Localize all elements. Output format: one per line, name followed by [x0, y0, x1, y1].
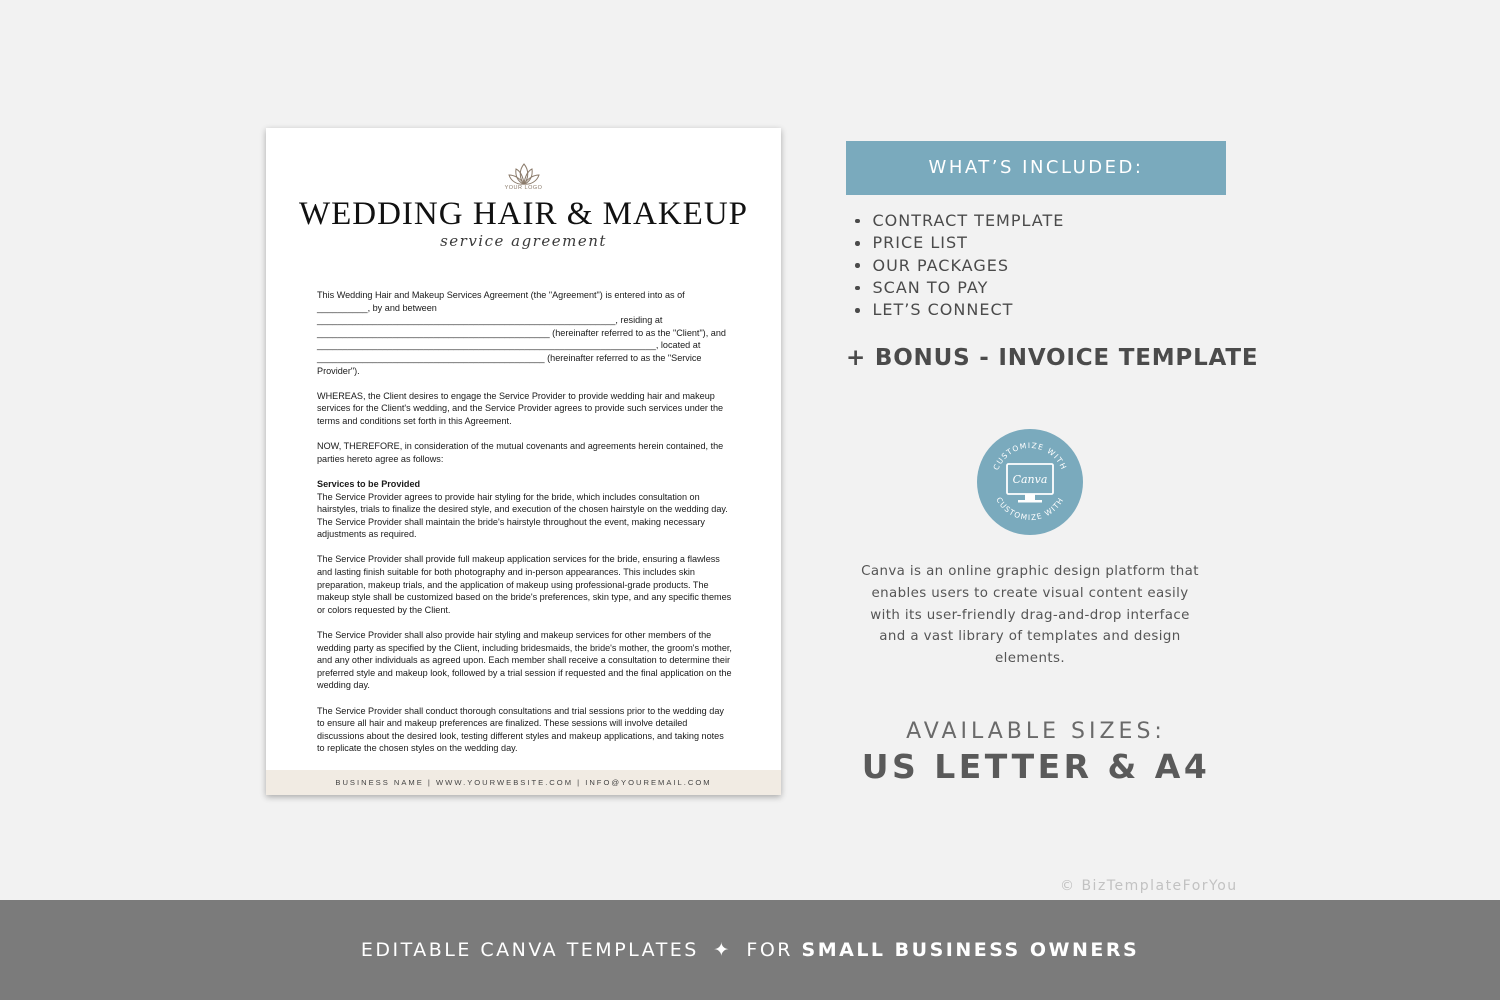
bullet-icon [855, 219, 860, 224]
banner-text-part2: FOR [746, 939, 793, 961]
list-item [855, 255, 1064, 277]
copyright-text: © BizTemplateForYou [1060, 878, 1238, 894]
list-item [855, 210, 1064, 232]
paragraph: The Service Provider agrees to provide hair styling for the bride, which includes consultation on hairstyles, trials to finalize the desired style, and execution of the chosen hairstyle on the wedding day. The Service Provider shall maintain the bride's hairstyle throughout the event, making necessary adjustments as required. [317, 491, 728, 540]
section-heading: Services to be Provided [317, 478, 421, 489]
list-item-label: OUR PACKAGES [872, 255, 1010, 275]
list-item-label: LET’S CONNECT [872, 300, 1014, 320]
list-item [855, 277, 1064, 299]
paragraph: NOW, THEREFORE, in consideration of the mutual covenants and agreements herein contained, the parties hereto agree as follows: [317, 441, 724, 464]
paragraph: This Wedding Hair and Makeup Services Agreement (the "Agreement") is entered into as of __________, by and between ___________________________________________________________, residing at ______________________________________________ (hereinafter referred to as the "Client"), and ___________________________________________________________________, located at _____________________________________________ (hereinafter referred to as the "Service Provider"). [317, 290, 726, 376]
sizes-value: US LETTER & A4 [861, 747, 1211, 786]
included-list [855, 210, 1064, 321]
canva-logo-text: Canva [1012, 473, 1048, 486]
document-body [317, 289, 733, 768]
paragraph: The Service Provider shall conduct thorough consultations and trial sessions prior to the wedding day to ensure all hair and makeup preferences are finalized. These sessions will involve detailed discussions about the desired look, testing different styles and makeup applications, and taking notes to replicate the chosen styles on the wedding day. [317, 705, 724, 754]
list-item-label: SCAN TO PAY [872, 277, 989, 297]
document-footer: BUSINESS NAME | WWW.YOURWEBSITE.COM | INFO@YOUREMAIL.COM [266, 770, 781, 795]
sparkle-icon: ✦ [713, 939, 732, 961]
list-item-label: PRICE LIST [872, 233, 968, 253]
bullet-icon [855, 241, 860, 246]
badge-ring-text-bottom: CUSTOMIZE WITH [994, 495, 1066, 523]
lotus-icon [507, 162, 541, 186]
logo-text: YOUR LOGO [504, 185, 543, 191]
paragraph: WHEREAS, the Client desires to engage the Service Provider to provide wedding hair and makeup services for the Client's wedding, and the Service Provider agrees to provide such services under the terms and conditions set forth in this Agreement. [317, 390, 724, 426]
badge-ring-text-top: CUSTOMIZE WITH [991, 440, 1069, 472]
list-item [855, 232, 1064, 254]
badge-graphic [976, 428, 1084, 536]
document-title: WEDDING HAIR & MAKEUP [298, 196, 749, 232]
list-item-label: CONTRACT TEMPLATE [872, 211, 1065, 230]
canva-description: Canva is an online graphic design platform that enables users to create visual content easily with its user-friendly drag-and-drop interface and a vast library of templates and design elements. [861, 564, 1199, 667]
document-preview [266, 128, 781, 795]
paragraph: The Service Provider shall also provide hair styling and makeup services for other members of the wedding party as specified by the Client, including bridesmaids, the bride's mother, the groom's mother, and any other individuals as agreed upon. Each member shall receive a consultation to determine their preferred style and makeup look, followed by a trial session if requested and the final application on the wedding day. [317, 630, 732, 691]
paragraph: The Service Provider shall provide full makeup application services for the bride, ensuring a flawless and lasting finish suitable for both photography and in-person appearances. This includes skin preparation, makeup trials, and the application of makeup using professional-grade products. The makeup style shall be customized based on the bride's preferences, skin type, and any specific themes or colors requested by the Client. [317, 554, 732, 615]
banner-text-part3: SMALL BUSINESS OWNERS [801, 939, 1140, 961]
bottom-banner [0, 900, 1500, 1000]
logo [266, 162, 781, 191]
included-heading: WHAT’S INCLUDED: [846, 141, 1226, 195]
sizes-label: AVAILABLE SIZES: [906, 719, 1166, 744]
bullet-icon [855, 308, 860, 313]
bonus-text: + BONUS - INVOICE TEMPLATE [846, 345, 1259, 371]
banner-text-part1: EDITABLE CANVA TEMPLATES [360, 939, 699, 961]
bullet-icon [855, 263, 860, 268]
list-item [855, 299, 1064, 321]
canva-badge [976, 428, 1084, 536]
document-subtitle: service agreement [440, 232, 607, 250]
bullet-icon [855, 286, 860, 291]
